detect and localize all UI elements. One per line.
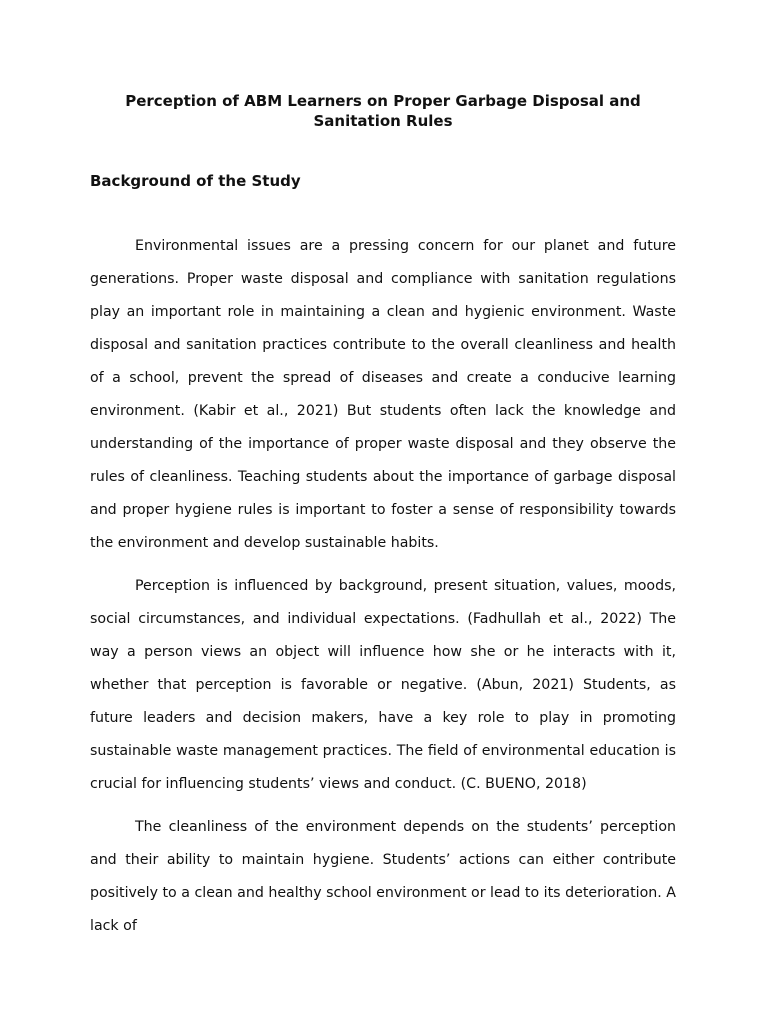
paragraph: Perception is influenced by background, present situation, values, moods, social circumstances, and individual expectations. (Fadhullah et al., 2022) The way a person views an object will influence how she or he interacts with it, whether that perception is favorable or negative. (Abun, 2021) Students, as future leaders and decision makers, have a key role to play in promoting sustainable waste management practices. The field of environmental education is crucial for influencing students’ views and conduct. (C. BUENO, 2018)	[90, 578, 676, 792]
document-title: Perception of ABM Learners on Proper Garbage Disposal and Sanitation Rules	[125, 92, 641, 130]
body-text	[90, 230, 676, 953]
paragraph: Environmental issues are a pressing concern for our planet and future generations. Proper waste disposal and compliance with sanitation regulations play an important role in maintaining a clean and hygienic environment. Waste disposal and sanitation practices contribute to the overall cleanliness and health of a school, prevent the spread of diseases and create a conducive learning environment. (Kabir et al., 2021) But students often lack the knowledge and understanding of the importance of proper waste disposal and they observe the rules of cleanliness. Teaching students about the importance of garbage disposal and proper hygiene rules is important to foster a sense of responsibility towards the environment and develop sustainable habits.	[90, 238, 676, 551]
paragraph: The cleanliness of the environment depends on the students’ perception and their ability to maintain hygiene. Students’ actions can either contribute positively to a clean and healthy school environment or lead to its deterioration. A lack of	[90, 819, 676, 934]
section-heading: Background of the Study	[90, 172, 301, 190]
